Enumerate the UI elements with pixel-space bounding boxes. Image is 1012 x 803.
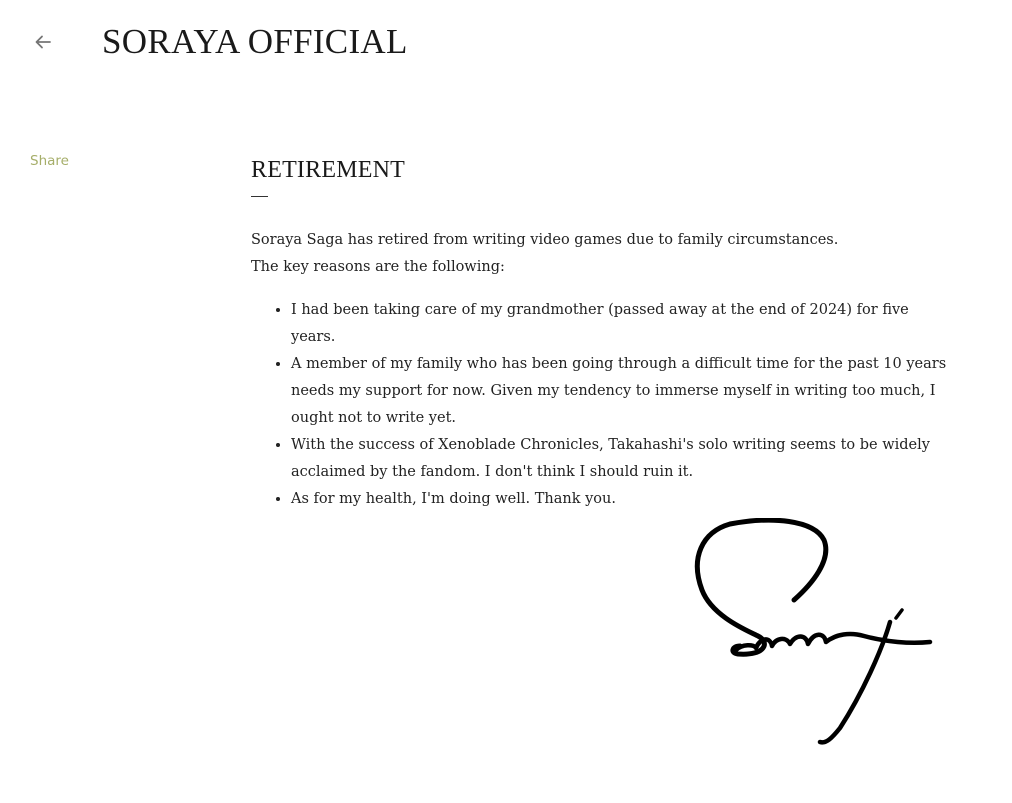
- post-title: RETIREMENT: [251, 157, 405, 183]
- post: [251, 156, 951, 513]
- share-button[interactable]: Share: [30, 153, 69, 169]
- list-item: • A member of my family who has been going through a difficult time for the past 10 years needs my support for now. Given my tendency to immerse myself in writing too much, I ought not to write yet.: [291, 351, 951, 432]
- intro-line: The key reasons are the following:: [251, 259, 505, 275]
- list-item: • I had been taking care of my grandmother (passed away at the end of 2024) for five years.: [291, 297, 951, 351]
- arrow-left-icon: [34, 33, 52, 56]
- back-button[interactable]: [30, 31, 56, 57]
- signature-image: [690, 518, 940, 750]
- title-divider: [251, 196, 268, 197]
- reasons-list: [251, 297, 951, 513]
- list-item: • With the success of Xenoblade Chronicles, Takahashi's solo writing seems to be widely acclaimed by the fandom. I don't think I should ruin it.: [291, 432, 951, 486]
- list-item: • As for my health, I'm doing well. Thank you.: [291, 486, 951, 513]
- post-body: [251, 227, 951, 513]
- intro-line: Soraya Saga has retired from writing video games due to family circumstances.: [251, 232, 839, 248]
- blog-title[interactable]: SORAYA OFFICIAL: [102, 22, 408, 61]
